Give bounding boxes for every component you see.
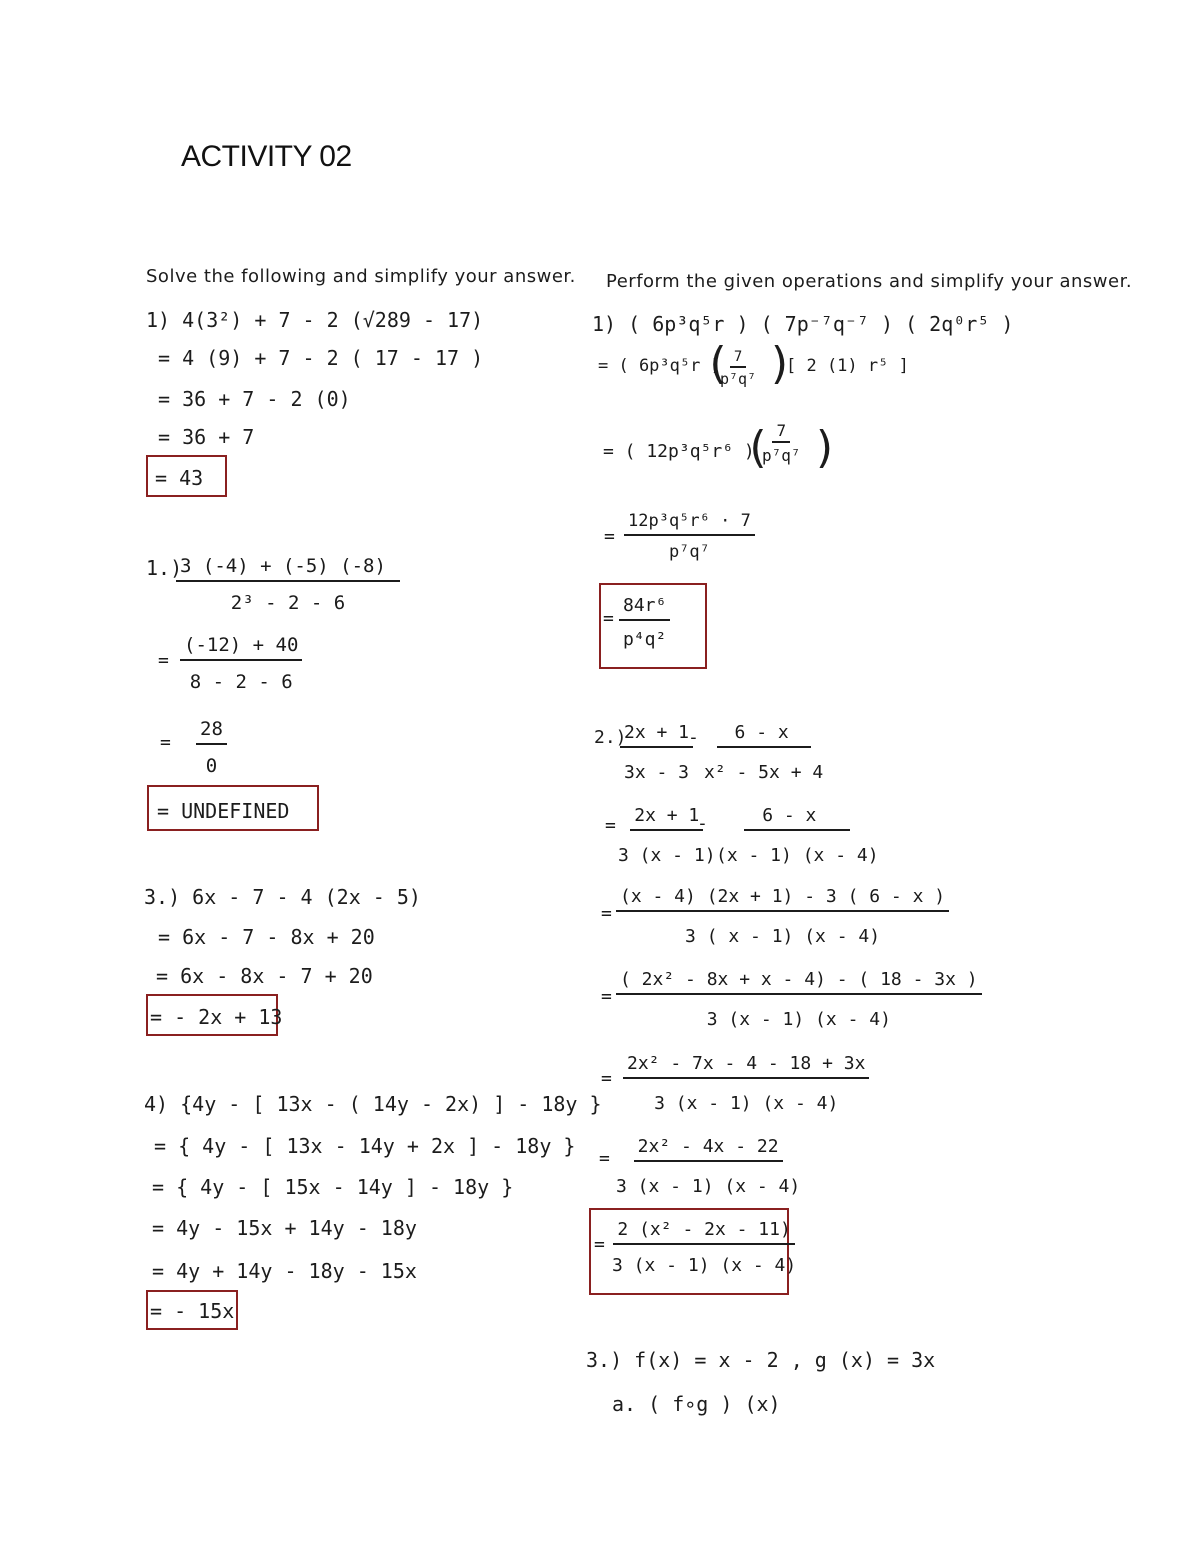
minus-sign: - (688, 727, 699, 748)
left-p4-line5: = 4y + 14y - 18y - 15x (152, 1259, 417, 1283)
fraction-denominator: 8 - 2 - 6 (189, 671, 293, 693)
right-p1-line3-fraction (762, 421, 801, 465)
fraction-numerator: 28 (196, 718, 227, 745)
fraction-denominator: 2³ - 2 - 6 (230, 592, 346, 614)
right-p1-answer-fraction (619, 595, 670, 650)
fraction-denominator: 3 (x - 1) (618, 845, 716, 866)
fraction-denominator: p⁷q⁷ (720, 370, 757, 388)
fraction-numerator: (x - 4) (2x + 1) - 3 ( 6 - x ) (616, 886, 949, 912)
left-p3-line3: = 6x - 8x - 7 + 20 (156, 964, 373, 988)
left-p2-fraction-3 (196, 718, 227, 777)
minus-sign: - (697, 813, 708, 834)
fraction-denominator: 3 (x - 1) (x - 4) (654, 1093, 839, 1114)
equals-sign: = (601, 1068, 612, 1089)
left-p1-line3: = 36 + 7 - 2 (0) (158, 387, 351, 411)
fraction-numerator: 7 (772, 421, 790, 443)
open-paren: ( (744, 422, 771, 473)
fraction-numerator: 2x + 1 (630, 805, 703, 831)
right-p1-line1: 1) ( 6p³q⁵r ) ( 7p⁻⁷q⁻⁷ ) ( 2q⁰r⁵ ) (592, 312, 1014, 336)
fraction-numerator: 6 - x (717, 722, 811, 748)
fraction-numerator: ( 2x² - 8x + x - 4) - ( 18 - 3x ) (616, 969, 982, 995)
close-paren: ) (812, 422, 839, 473)
left-p2-fraction-2 (180, 634, 302, 693)
fraction-denominator: 3 (x - 1) (x - 4) (616, 1176, 801, 1197)
open-paren: ( (704, 338, 731, 389)
left-p3-line2: = 6x - 7 - 8x + 20 (158, 925, 375, 949)
right-p2-fraction-b (704, 722, 823, 783)
fraction-numerator: 6 - x (744, 805, 850, 831)
right-p1-line3-left: = ( 12p³q⁵r⁶ ) (603, 441, 755, 462)
right-p2-fraction-f (616, 969, 982, 1030)
fraction-denominator: p⁷q⁷ (762, 446, 801, 465)
equals-sign: = (604, 526, 615, 547)
equals-sign: = (158, 650, 169, 671)
page-title: ACTIVITY 02 (181, 140, 352, 173)
left-p1-line4: = 36 + 7 (158, 425, 255, 449)
equals-sign: = (601, 986, 612, 1007)
fraction-numerator: 84r⁶ (619, 595, 670, 621)
equals-sign: = (160, 732, 171, 753)
left-instruction: Solve the following and simplify your answer. (146, 266, 576, 287)
equals-sign: = (601, 903, 612, 924)
equals-sign: = (594, 1234, 605, 1255)
left-p3-answer: = - 2x + 13 (150, 1005, 283, 1029)
right-p3-line1: 3.) f(x) = x - 2 , g (x) = 3x (586, 1348, 936, 1372)
right-p2-fraction-e (616, 886, 949, 947)
fraction-numerator: 2 (x² - 2x - 11) (613, 1219, 794, 1245)
fraction-numerator: 2x + 1 (620, 722, 693, 748)
right-p2-fraction-g (623, 1053, 869, 1114)
left-p4-answer: = - 15x (150, 1299, 235, 1323)
right-p2-fraction-h (616, 1136, 800, 1197)
right-p2-label: 2.) (594, 727, 627, 748)
right-p1-line4-fraction (624, 511, 755, 562)
left-p2-answer: = UNDEFINED (157, 799, 290, 823)
fraction-denominator: 3x - 3 (624, 762, 690, 783)
equals-sign: = (605, 815, 616, 836)
fraction-denominator: 3 (x - 1) (x - 4) (706, 1009, 891, 1030)
close-paren: ) (767, 338, 794, 389)
fraction-numerator: 12p³q⁵r⁶ · 7 (624, 511, 755, 536)
right-p3-line2: a. ( f∘g ) (x) (612, 1392, 781, 1416)
right-instruction: Perform the given operations and simplify your answer. (606, 271, 1133, 292)
fraction-denominator: 3 (x - 1) (x - 4) (612, 1255, 797, 1276)
fraction-denominator: 3 ( x - 1) (x - 4) (685, 926, 881, 947)
fraction-numerator: 3 (-4) + (-5) (-8) (176, 555, 400, 582)
right-p1-line2-fraction (720, 349, 756, 388)
right-p2-answer-fraction (612, 1219, 796, 1276)
right-p1-line2-right: [ 2 (1) r⁵ ] (786, 356, 909, 376)
fraction-denominator: x² - 5x + 4 (704, 762, 824, 783)
left-p1-answer: = 43 (155, 466, 204, 490)
left-p1-line2: = 4 (9) + 7 - 2 ( 17 - 17 ) (158, 346, 484, 370)
left-p4-line3: = { 4y - [ 15x - 14y ] - 18y } (152, 1175, 514, 1199)
right-p2-fraction-a (620, 722, 693, 783)
left-p1-line1: 1) 4(3²) + 7 - 2 (√289 - 17) (146, 308, 484, 332)
fraction-denominator: p⁴q² (623, 629, 667, 650)
left-p2-fraction-1 (176, 555, 400, 614)
equals-sign: = (599, 1148, 610, 1169)
left-p4-line1: 4) {4y - [ 13x - ( 14y - 2x) ] - 18y } (144, 1092, 602, 1116)
fraction-numerator: (-12) + 40 (180, 634, 302, 661)
equals-sign: = (603, 608, 614, 629)
fraction-denominator: p⁷q⁷ (668, 542, 710, 562)
fraction-numerator: 2x² - 7x - 4 - 18 + 3x (623, 1053, 869, 1079)
fraction-numerator: 7 (730, 349, 746, 368)
fraction-denominator: (x - 1) (x - 4) (716, 845, 879, 866)
left-p2-label: 1.) (146, 556, 183, 580)
right-p1-line2-left: = ( 6p³q⁵r ) (598, 356, 721, 376)
left-p4-line2: = { 4y - [ 13x - 14y + 2x ] - 18y } (154, 1134, 576, 1158)
left-p4-line4: = 4y - 15x + 14y - 18y (152, 1216, 417, 1240)
fraction-numerator: 2x² - 4x - 22 (634, 1136, 783, 1162)
right-p2-fraction-d (716, 805, 879, 866)
left-p3-line1: 3.) 6x - 7 - 4 (2x - 5) (144, 885, 421, 909)
fraction-denominator: 0 (205, 755, 218, 777)
